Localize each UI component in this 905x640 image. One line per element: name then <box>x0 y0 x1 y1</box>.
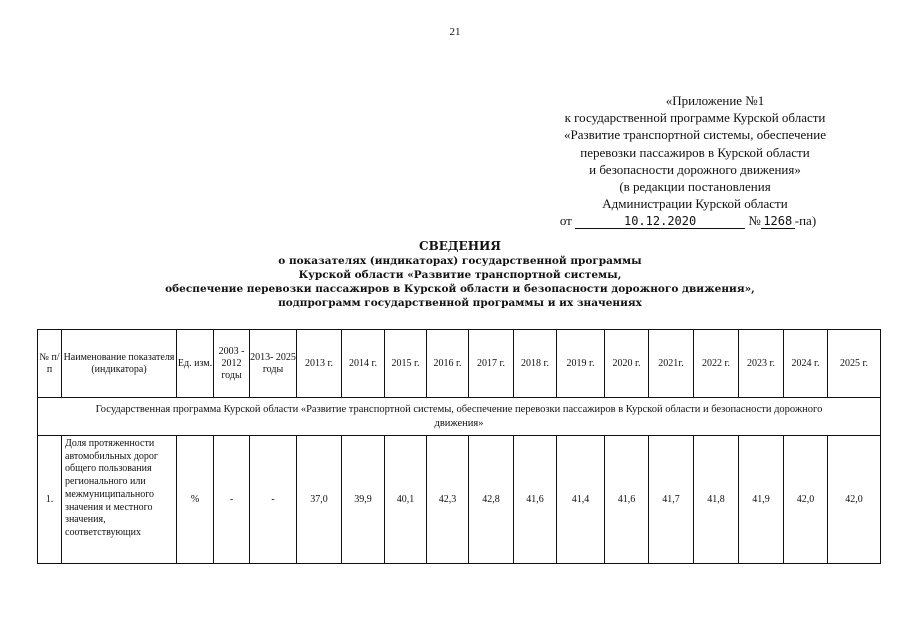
section-title: Государственная программа Курской области «Развитие транспортной системы, обеспечение перевозки пассажиров в Курской области и безопасности дорожного движения» <box>38 398 881 436</box>
appendix-block <box>530 92 860 230</box>
appendix-line: и безопасности дорожного движения» <box>589 161 801 177</box>
decree-number: 1268 <box>761 215 795 229</box>
header-year: 2019 г. <box>557 330 605 398</box>
value-2018: 41,6 <box>514 436 557 564</box>
appendix-line: (в редакции постановления <box>619 179 771 195</box>
title-line: подпрограмм государственной программы и их значениях <box>278 297 642 309</box>
number-suffix: -па) <box>794 213 817 229</box>
header-year: 2017 г. <box>469 330 514 398</box>
table-header-row <box>38 330 881 398</box>
header-period-2003-2012: 2003 - 2012 годы <box>214 330 250 398</box>
value-2015: 40,1 <box>385 436 427 564</box>
header-period-2013-2025: 2013- 2025 годы <box>250 330 297 398</box>
value-2022: 41,8 <box>694 436 739 564</box>
title-line: обеспечение перевозки пассажиров в Курской области и безопасности дорожного движения», <box>165 283 755 295</box>
value-2020: 41,6 <box>605 436 649 564</box>
header-num: № п/п <box>38 330 62 398</box>
indicator-name: Доля протяженности автомобильных дорог общего пользования регионального или межмуниципального значения и местного значения, соответствующих <box>62 436 177 564</box>
document-title <box>150 238 770 310</box>
header-year: 2015 г. <box>385 330 427 398</box>
header-year: 2022 г. <box>694 330 739 398</box>
value-2014: 39,9 <box>342 436 385 564</box>
value-2003-2012: - <box>214 436 250 564</box>
value-2024: 42,0 <box>784 436 828 564</box>
value-2025: 42,0 <box>828 436 881 564</box>
header-unit: Ед. изм. <box>177 330 214 398</box>
indicator-unit: % <box>177 436 214 564</box>
row-num: 1. <box>38 436 62 564</box>
appendix-line: Администрации Курской области <box>602 196 788 212</box>
header-year: 2021г. <box>649 330 694 398</box>
decree-date: 10.12.2020 <box>575 215 745 229</box>
title-line: о показателях (индикаторах) государственной программы <box>278 255 642 267</box>
header-name: Наименование показателя (индикатора) <box>62 330 177 398</box>
value-2019: 41,4 <box>557 436 605 564</box>
decree-date-line <box>530 212 860 229</box>
header-year: 2025 г. <box>828 330 881 398</box>
page-number: 21 <box>449 26 461 38</box>
header-year: 2013 г. <box>297 330 342 398</box>
appendix-line: к государственной программе Курской области <box>564 110 826 126</box>
value-2016: 42,3 <box>427 436 469 564</box>
header-year: 2018 г. <box>514 330 557 398</box>
value-2021: 41,7 <box>649 436 694 564</box>
title-main: СВЕДЕНИЯ <box>419 239 501 253</box>
appendix-line: перевозки пассажиров в Курской области <box>580 144 810 160</box>
header-year: 2023 г. <box>739 330 784 398</box>
number-prefix: № <box>748 213 761 229</box>
value-2023: 41,9 <box>739 436 784 564</box>
value-2013-2025: - <box>250 436 297 564</box>
header-year: 2016 г. <box>427 330 469 398</box>
value-2017: 42,8 <box>469 436 514 564</box>
appendix-line: «Развитие транспортной системы, обеспечение <box>564 127 826 143</box>
appendix-line: «Приложение №1 <box>665 93 765 108</box>
value-2013: 37,0 <box>297 436 342 564</box>
title-line: Курской области «Развитие транспортной системы, <box>298 269 622 281</box>
header-year: 2014 г. <box>342 330 385 398</box>
date-prefix: от <box>559 213 572 229</box>
header-year: 2020 г. <box>605 330 649 398</box>
table-row <box>38 436 881 564</box>
section-row <box>38 398 881 436</box>
header-year: 2024 г. <box>784 330 828 398</box>
indicators-table <box>37 329 881 564</box>
